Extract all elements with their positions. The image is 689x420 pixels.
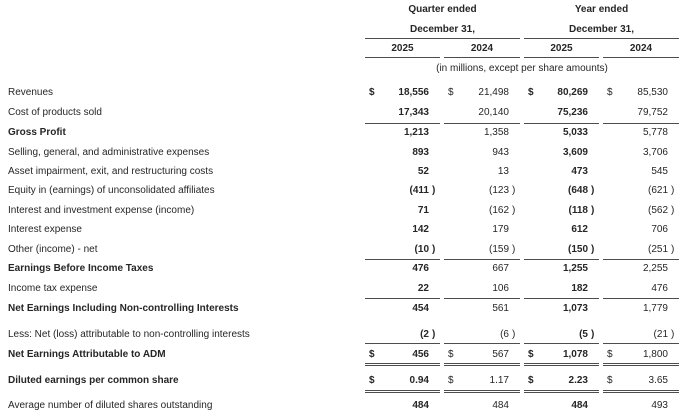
value-y25: 5,033 [562,127,588,138]
col-header-rule-q2025 [365,57,440,58]
table-row [0,103,689,123]
currency-symbol: $ [369,87,375,98]
col-header-y2024: 2024 [629,43,653,54]
double-rule-eps-q24 [444,390,520,393]
close-paren: ) [591,185,595,196]
value-y25: (648 [567,185,588,196]
rule-after-cost-q25 [365,123,440,124]
value-y25: 75,236 [557,107,588,118]
row-label: Equity in (earnings) of unconsolidated affiliates [8,185,215,196]
value-q25: 52 [417,166,429,177]
value-y25: (5 [579,329,588,340]
year-header-rule [524,38,679,39]
currency-symbol: $ [369,349,375,360]
value-q25: 17,343 [398,107,429,118]
currency-symbol: $ [607,375,613,386]
value-y24: (621 [647,185,668,196]
value-q25: (10 [414,244,429,255]
value-y25: 3,609 [562,147,588,158]
rule-after-other-q24 [444,259,520,260]
table-row [0,279,689,299]
rule-after-nci-q24 [444,343,520,344]
close-paren: ) [432,244,436,255]
value-q24: 667 [492,263,509,274]
value-q25: 71 [417,205,429,216]
value-q25: 456 [412,349,429,360]
rule-after-tax-y25 [524,298,599,299]
table-row [0,201,689,221]
close-paren: ) [591,205,595,216]
quarter-header-rule [365,38,520,39]
value-y24: 5,778 [642,127,668,138]
table-row [0,240,689,260]
value-q25: 893 [412,147,429,158]
value-y25: 1,255 [562,263,588,274]
value-q24: 484 [492,400,509,411]
table-row [0,220,689,240]
value-y24: 2,255 [642,263,668,274]
value-y25: 1,073 [562,303,588,314]
row-label: Gross Profit [8,127,66,138]
rule-after-cost-q24 [444,123,520,124]
value-y24: 706 [651,224,668,235]
row-label: Net Earnings Including Non-controlling Interests [8,303,239,314]
rule-after-other-y25 [524,259,599,260]
table-row [0,345,689,365]
col-header-q2025: 2025 [391,43,414,54]
table-row [0,259,689,279]
value-y25: 484 [571,400,588,411]
table-row [0,162,689,182]
value-q24: 179 [492,224,509,235]
year-header-line2: December 31, [568,24,635,35]
table-row [0,143,689,163]
row-label: Income tax expense [8,283,98,294]
row-label: Average number of diluted shares outstanding [8,400,213,411]
value-y24: 476 [651,283,668,294]
value-y24: (562 [647,205,668,216]
double-rule-eps-y25 [524,390,599,393]
table-row [0,299,689,319]
double-rule-adm-y25 [524,363,599,366]
row-label: Selling, general, and administrative expenses [8,147,210,158]
close-paren: ) [591,329,595,340]
value-y24: 545 [651,166,668,177]
rule-after-tax-q25 [365,298,440,299]
currency-symbol: $ [528,375,534,386]
table-row [0,181,689,201]
value-y25: 612 [571,224,588,235]
value-q25: 1,213 [403,127,429,138]
value-y24: 85,530 [637,87,668,98]
value-q24: (159 [488,244,509,255]
value-q25: 476 [412,263,429,274]
double-rule-eps-q25 [365,390,440,393]
col-header-rule-y2025 [524,57,599,58]
row-label: Asset impairment, exit, and restructuring costs [8,166,214,177]
value-y24: 3,706 [642,147,668,158]
double-rule-eps-y24 [603,390,679,393]
rule-after-other-y24 [603,259,679,260]
currency-symbol: $ [369,375,375,386]
row-label: Interest expense [8,224,82,235]
value-y24: 79,752 [637,107,668,118]
rule-after-tax-q24 [444,298,520,299]
close-paren: ) [671,185,675,196]
value-q25: 22 [417,283,429,294]
close-paren: ) [512,185,516,196]
value-q24: 1.17 [489,375,509,386]
currency-symbol: $ [528,349,534,360]
value-y25: 182 [571,283,588,294]
table-row [0,325,689,345]
rule-after-cost-y24 [603,123,679,124]
close-paren: ) [432,329,436,340]
rule-after-nci-y25 [524,343,599,344]
close-paren: ) [671,205,675,216]
row-label: Earnings Before Income Taxes [8,263,154,274]
double-rule-adm-y24 [603,363,679,366]
rule-after-other-q25 [365,259,440,260]
value-q24: 106 [492,283,509,294]
currency-symbol: $ [448,349,454,360]
quarter-header-line2: December 31, [409,24,476,35]
row-label: Other (income) - net [8,244,98,255]
close-paren: ) [512,329,516,340]
value-y24: (21 [653,329,668,340]
value-y24: 3.65 [648,375,668,386]
currency-symbol: $ [607,349,613,360]
value-q25: 142 [412,224,429,235]
value-q25: (2 [420,329,429,340]
table-row [0,371,689,391]
value-y24: 493 [651,400,668,411]
table-row [0,83,689,103]
value-y24: (251 [647,244,668,255]
rule-after-tax-y24 [603,298,679,299]
value-q24: 1,358 [483,127,509,138]
close-paren: ) [591,244,595,255]
value-q25: 18,556 [398,87,429,98]
table-row [0,123,689,143]
value-y25: (118 [568,205,588,216]
value-q24: 943 [492,147,509,158]
value-q24: (162 [488,205,509,216]
row-label: Net Earnings Attributable to ADM [8,349,166,360]
row-label: Interest and investment expense (income) [8,205,195,216]
col-header-y2025: 2025 [550,43,573,54]
year-header-line1: Year ended [574,4,629,15]
col-header-rule-q2024 [444,57,520,58]
value-q24: 21,498 [478,87,509,98]
value-q24: 561 [492,303,509,314]
row-label: Revenues [8,87,54,98]
row-label: Less: Net (loss) attributable to non-controlling interests [8,329,250,340]
currency-symbol: $ [448,375,454,386]
value-q24: 20,140 [478,107,509,118]
value-y25: (150 [567,244,588,255]
rule-after-nci-y24 [603,343,679,344]
quarter-header-line1: Quarter ended [408,4,477,15]
value-y25: 80,269 [557,87,588,98]
row-label: Diluted earnings per common share [8,375,179,386]
table-row [0,396,689,416]
units-note: (in millions, except per share amounts) [436,63,608,74]
value-y24: 1,779 [642,303,668,314]
value-q24: 13 [497,166,509,177]
close-paren: ) [671,329,675,340]
value-y25: 1,078 [562,349,588,360]
rule-after-cost-y25 [524,123,599,124]
double-rule-adm-q25 [365,363,440,366]
value-q25: (411 [409,185,429,196]
value-q25: 0.94 [409,375,429,386]
value-q24: 567 [492,349,509,360]
value-q25: 484 [412,400,429,411]
close-paren: ) [671,244,675,255]
col-header-rule-y2024 [603,57,679,58]
value-y25: 2.23 [568,375,588,386]
currency-symbol: $ [448,87,454,98]
value-q24: (123 [488,185,509,196]
col-header-q2024: 2024 [470,43,494,54]
row-label: Cost of products sold [8,107,102,118]
value-q25: 454 [412,303,429,314]
currency-symbol: $ [528,87,534,98]
close-paren: ) [512,244,516,255]
value-y25: 473 [571,166,588,177]
value-y24: 1,800 [642,349,668,360]
rule-after-nci-q25 [365,343,440,344]
value-q24: (6 [500,329,509,340]
double-rule-adm-q24 [444,363,520,366]
currency-symbol: $ [607,87,613,98]
close-paren: ) [432,185,436,196]
close-paren: ) [512,205,516,216]
